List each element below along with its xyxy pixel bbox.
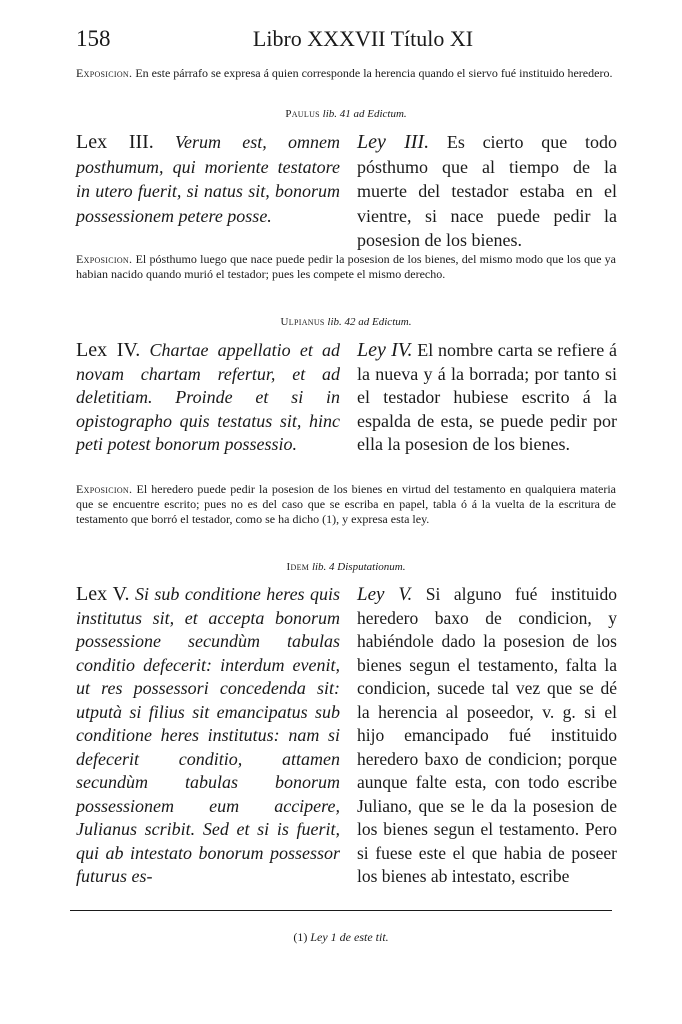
- latin-text-lex-5: [76, 583, 340, 889]
- latin-body: Si sub conditione heres quis institutus sit, et accepta bonorum possessione secundùm tabulas conditio defecerit: interdum evenit, ut res possessori concedenda sit: utputà si filius sit emancipatus sub conditione heres institutus: nam si defecerit conditio, attamen secundùm tabulas bonorum possessionem eum accipere, Julianus scribit. Sed et si is fuerit, qui ab intestato bonorum possessor futurus es-: [76, 584, 340, 886]
- source-reference: lib. 41 ad Edictum.: [322, 108, 407, 120]
- source-reference: lib. 42 ad Edictum.: [327, 316, 412, 328]
- exposicion-text: El pósthumo luego que nace puede pedir la posesion de los bienes, del mismo modo que los que ya habian nacido quando murió el testador; pues les compete el mismo derecho.: [76, 252, 617, 281]
- spanish-text-ley-3: [357, 130, 617, 253]
- latin-body: Verum est, omnem posthumum, qui moriente testatore in utero fuerit, si natus sit, bonorum possessionem petere posse.: [76, 132, 340, 226]
- source-citation: [76, 561, 616, 573]
- spanish-body: Es cierto que todo pósthumo que al tiempo de la muerte del testador estaba en el vientre, si nace puede pedir la posesion de los bienes.: [357, 132, 617, 250]
- spanish-text-ley-4: [357, 339, 617, 457]
- exposicion-paragraph: [76, 252, 616, 282]
- lex-label: Lex IV.: [76, 339, 141, 361]
- footnote: [70, 930, 612, 945]
- source-citation: [76, 108, 616, 120]
- exposicion-label: Exposicion.: [76, 252, 133, 266]
- source-reference: lib. 4 Disputationum.: [311, 561, 406, 573]
- spanish-body: El nombre carta se refiere á la nueva y á la borrada; por tanto si el testador hubiese escrito á la espalda de esta, se puede pedir por ella la posesion de los bienes.: [357, 340, 617, 454]
- footnote-marker: (1): [293, 930, 308, 944]
- exposicion-paragraph: [76, 66, 616, 81]
- spanish-text-ley-5: [357, 583, 617, 889]
- running-title: Libro XXXVII Título XI: [252, 26, 474, 51]
- exposicion-label: Exposicion.: [76, 66, 133, 80]
- source-author: Ulpianus: [280, 316, 325, 328]
- page-number: 158: [76, 26, 111, 51]
- spanish-body: Si alguno fué instituido heredero baxo de condicion, y habiéndole dado la posesion de los bienes segun el testamento, falta la condicion, sucede tal vez que se dé la herencia al poseedor, v. g. si el hijo emancipado fué instituido heredero baxo de condicion; porque aunque falte esta, con todo escribe Juliano, que se le da la posesion de los bienes segun el testamento. Pero si fuese este el que habia de poseer los bienes ab intestato, escribe: [357, 584, 617, 886]
- page-header: [76, 26, 610, 56]
- ley-label: Ley III.: [357, 131, 430, 153]
- latin-body: Chartae appellatio et ad novam chartam refertur, et ad deletitiam. Proinde et si in opistographo quis testatus sit, hinc peti potest bonorum possessio.: [76, 340, 341, 454]
- ley-label: Ley V.: [357, 584, 413, 605]
- lex-label: Lex V.: [76, 583, 130, 605]
- latin-text-lex-4: [76, 339, 340, 457]
- source-citation: [76, 316, 616, 328]
- footnote-rule: [70, 910, 612, 911]
- footnote-text: Ley 1 de este tit.: [310, 930, 389, 944]
- exposicion-label: Exposicion.: [76, 482, 133, 496]
- source-author: Idem: [286, 561, 310, 573]
- source-author: Paulus: [285, 108, 320, 120]
- exposicion-text: En este párrafo se expresa á quien corresponde la herencia quando el siervo fué instituido heredero.: [135, 66, 613, 80]
- ley-label: Ley IV.: [357, 339, 413, 361]
- latin-text-lex-3: [76, 130, 340, 228]
- exposicion-text: El heredero puede pedir la posesion de los bienes en virtud del testamento en qualquiera materia que se encuentre escrito; pues no es del caso que se escriba en papel, tabla ó á la vuelta de la escritura de testamento que borró el testador, como se ha dicho (1), y expresa esta ley.: [76, 482, 617, 526]
- lex-label: Lex III.: [76, 131, 154, 153]
- exposicion-paragraph: [76, 482, 616, 527]
